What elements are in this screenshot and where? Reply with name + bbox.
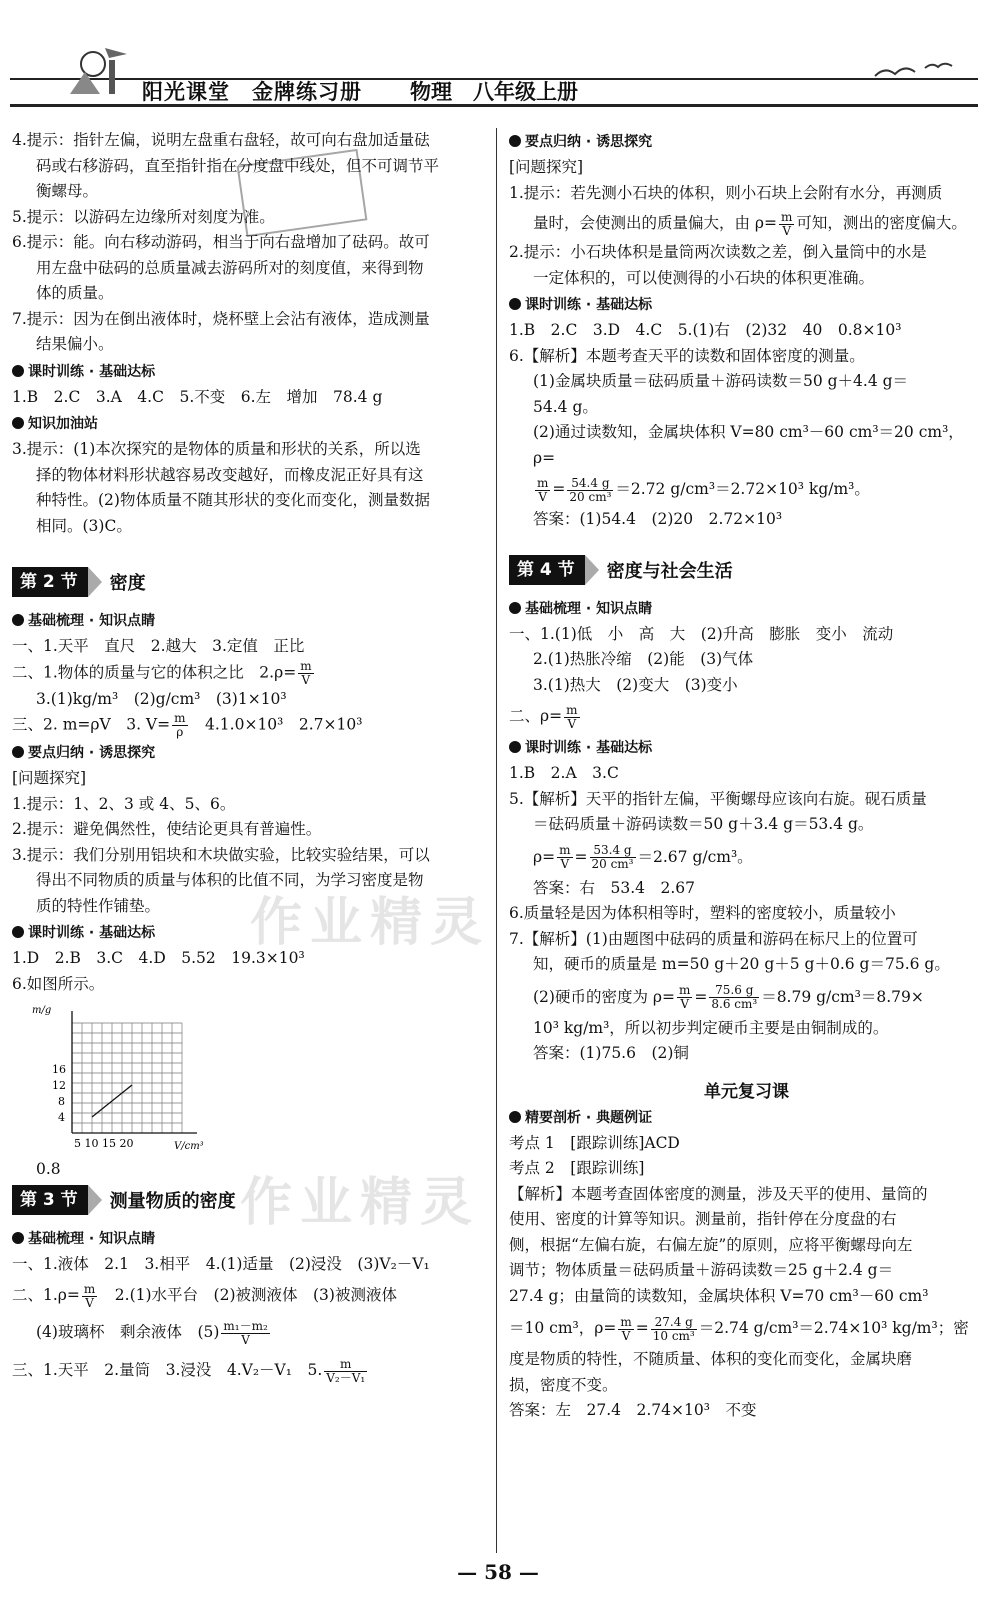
book-title: 阳光课堂 金牌练习册 <box>142 79 362 104</box>
text-line: 2.提示：避免偶然性，使结论更具有普遍性。 <box>12 820 322 838</box>
answer-line: 考点 1 [跟踪训练]ACD <box>509 1133 680 1152</box>
answer-line: 3.(1)kg/m³ (2)g/cm³ (3)1×10³ <box>36 689 287 708</box>
text-line: 知，硬币的质量是 m=50 g＋20 g＋5 g＋0.6 g＝75.6 g。 <box>533 955 950 973</box>
text-line: (2)硬币的密度为 ρ= $\frac{m}{V}$ = $\frac{75.6 g}{\text{8.6 cm³}}$ ＝8.79 g/cm³＝8.79× <box>533 983 924 1011</box>
answer-line: 1.D 2.B 3.C 4.D 5.52 19.3×10³ <box>12 949 305 967</box>
answer-line: 二、ρ= $\frac{m}{V}$ <box>509 702 578 731</box>
section-tag: 课时训练 · 基础达标 <box>12 921 489 946</box>
answer-line: 一、1.(1)低 小 高 大 (2)升高 膨胀 变小 流动 <box>509 624 894 643</box>
fraction: $\frac{m}{\text{V₂－V₁}}$ <box>326 1356 366 1385</box>
text-line: (2)通过读数知，金属块体积 V=80 cm³－60 cm³＝20 cm³，ρ= <box>533 423 964 467</box>
answer-line: 二、1.ρ= $\frac{m}{V}$ 2.(1)水平台 (2)被测液体 (3)被测液体 <box>12 1281 397 1310</box>
text-line: 27.4 g；由量筒的读数知，金属块体积 V=70 cm³－60 cm³ <box>509 1286 929 1305</box>
text-line: 0.8 <box>36 1160 61 1178</box>
text-line: 3.提示：(1)本次探究的是物体的质量和形状的关系，所以选 <box>12 440 421 458</box>
answer-line: 1.B 2.C 3.A 4.C 5.不变 6.左 增加 78.4 g <box>12 387 383 406</box>
bullet-icon <box>509 741 521 753</box>
fraction: $\frac{m}{\rho}$ <box>174 711 186 739</box>
text-line: 7.【解析】(1)由题图中砝码的质量和游码在标尺上的位置可 <box>509 929 918 948</box>
fraction: $\frac{m}{V}$ <box>83 1281 96 1310</box>
bullet-icon <box>509 298 521 310</box>
text-line: 得出不同物质的质量与体积的比值不同，为学习密度是物 <box>36 871 424 889</box>
section-badge: 第 3 节 <box>12 1185 88 1215</box>
text-line: [问题探究] <box>509 158 584 176</box>
text-line: 码或右移游码，直至指针指在分度盘中线处，但不可调节平 <box>36 156 440 175</box>
text-line: ρ= $\frac{m}{V}$ = $\frac{53.4 g}{\text{20 cm³}}$ ＝2.67 g/cm³。 <box>533 843 753 871</box>
text-line: 1.提示：若先测小石块的体积，则小石块上会附有水分，再测质 <box>509 183 943 202</box>
svg-text:8: 8 <box>58 1095 65 1108</box>
answer-line: 一、1.液体 2.1 3.相平 4.(1)适量 (2)浸没 (3)V₂－V₁ <box>12 1254 430 1273</box>
mass-volume-graph <box>32 1003 222 1153</box>
fraction: $\frac{53.4 g}{\text{20 cm³}}$ <box>591 843 634 871</box>
section-tag: 课时训练 · 基础达标 <box>509 736 984 761</box>
text-line: 10³ kg/m³，所以初步判定硬币主要是由铜制成的。 <box>533 1018 889 1037</box>
text-line: 7.提示：因为在倒出液体时，烧杯壁上会沾有液体，造成测量 <box>12 309 430 328</box>
arrow-icon <box>88 567 102 597</box>
svg-text:4: 4 <box>58 1111 65 1124</box>
answer-line: 考点 2 [跟踪训练] <box>509 1159 645 1177</box>
text-line: $\frac{m}{V}$ = $\frac{54.4 g}{\text{20 cm³}}$ ＝2.72 g/cm³＝2.72×10³ kg/m³。 <box>537 475 870 504</box>
text-line: [问题探究] <box>12 769 87 787</box>
section-title: 测量物质的密度 <box>109 1190 236 1212</box>
fraction: $\frac{m}{V}$ <box>566 702 578 731</box>
section-tag: 课时训练 · 基础达标 <box>12 360 489 385</box>
answer-line: 1.B 2.C 3.D 4.C 5.(1)右 (2)32 40 0.8×10³ <box>509 321 902 339</box>
bullet-icon <box>12 365 24 377</box>
text-line: 5.提示：以游码左边缘所对刻度为准。 <box>12 207 275 226</box>
section-tag: 要点归纳 · 诱思探究 <box>12 741 489 766</box>
bullet-icon <box>509 1111 521 1123</box>
book-subject: 物理 八年级上册 <box>410 79 578 104</box>
bullet-icon <box>12 746 24 758</box>
text-line: 衡螺母。 <box>36 182 99 200</box>
text-line: 质的特性作铺垫。 <box>36 896 161 915</box>
answer-line: 1.B 2.A 3.C <box>509 764 619 782</box>
text-line: 3.提示：我们分别用铝块和木块做实验，比较实验结果，可以 <box>12 845 430 864</box>
section-heading <box>12 567 489 597</box>
section-badge: 第 4 节 <box>509 555 585 585</box>
text-line: 6.提示：能。向右移动游码，相当于向右盘增加了砝码。故可 <box>12 233 430 251</box>
fraction: $\frac{m}{V}$ <box>781 209 793 238</box>
section-tag: 基础梳理 · 知识点睛 <box>12 609 489 634</box>
section-tag: 知识加油站 <box>12 412 489 437</box>
text-line: 损，密度不变。 <box>509 1375 618 1394</box>
answer-line: 三、1.天平 2.量筒 3.浸没 4.V₂－V₁ 5. $\frac{m}{\text{V₂－V₁}}$ <box>12 1356 366 1385</box>
fraction: $\frac{m}{V}$ <box>537 475 549 504</box>
column-divider <box>496 128 497 1553</box>
page-header <box>10 70 986 108</box>
answer-line: 一、1.天平 直尺 2.越大 3.定值 正比 <box>12 637 305 655</box>
answer-line: 二、1.物体的质量与它的体积之比 2.ρ= $\frac{m}{V}$ <box>12 658 312 687</box>
page-number: — 58 — <box>457 1560 539 1584</box>
section-tag: 课时训练 · 基础达标 <box>509 293 984 318</box>
section-tag: 精要剖析 · 典题例证 <box>509 1106 984 1131</box>
text-line: 体的质量。 <box>36 284 114 302</box>
fraction: $\frac{m}{V}$ <box>678 983 691 1011</box>
birds-icon <box>870 58 960 88</box>
text-line: (1)金属块质量＝砝码质量＋游码读数＝50 g＋4.4 g＝ <box>533 372 909 390</box>
sun-logo-icon <box>65 42 135 97</box>
text-line: 度是物质的特性，不随质量、体积的变化而变化，金属块磨 <box>509 1350 913 1368</box>
review-title: 单元复习课 <box>704 1081 789 1102</box>
svg-text:12: 12 <box>52 1079 66 1092</box>
bullet-icon <box>12 1232 24 1244</box>
arrow-icon <box>88 1185 102 1215</box>
svg-text:16: 16 <box>52 1063 66 1076</box>
section-tag: 要点归纳 · 诱思探究 <box>509 130 984 155</box>
text-line: 5.【解析】天平的指针左偏，平衡螺母应该向右旋。砚石质量 <box>509 789 927 808</box>
watermark-icon: 作业精灵 <box>240 1172 481 1233</box>
section-tag: 基础梳理 · 知识点睛 <box>509 597 984 622</box>
fraction: $\frac{m}{V}$ <box>559 843 571 871</box>
text-line: 一定体积的，可以使测得的小石块的体积更准确。 <box>533 268 875 287</box>
answer-line: 2.(1)热胀冷缩 (2)能 (3)气体 <box>533 650 754 668</box>
answer-line: (4)玻璃杯 剩余液体 (5) $\frac{\text{m₁－m₂}}{V}$ <box>36 1318 268 1347</box>
answer-line: 三、2. m=ρV 3. V= $\frac{m}{\rho}$ 4.1.0×10³ 2.7×10³ <box>12 711 363 739</box>
section-heading <box>509 555 984 585</box>
text-line: 种特性。(2)物体质量不随其形状的变化而变化，测量数据 <box>36 491 430 509</box>
text-line: 结果偏小。 <box>36 335 114 353</box>
section-badge: 第 2 节 <box>12 567 88 597</box>
text-line: ＝10 cm³，ρ= $\frac{m}{V}$ = $\frac{27.4 g}{\text{10 cm³}}$ ＝2.74 g/cm³＝2.74×10³ kg/m³；密 <box>509 1314 969 1343</box>
answer-line: 答案：(1)54.4 (2)20 2.72×10³ <box>533 510 783 528</box>
bullet-icon <box>12 614 24 626</box>
fraction: $\frac{54.4 g}{\text{20 cm³}}$ <box>569 475 612 504</box>
svg-text:V/cm³: V/cm³ <box>174 1141 204 1152</box>
fraction: $\frac{m}{V}$ <box>300 658 312 687</box>
bullet-icon <box>509 602 521 614</box>
section-title: 密度 <box>109 573 146 594</box>
text-line: ＝砝码质量＋游码读数＝50 g＋3.4 g＝53.4 g。 <box>533 815 874 833</box>
text-line: 1.提示：1、2、3 或 4、5、6。 <box>12 794 236 813</box>
answer-line: 答案：右 53.4 2.67 <box>533 878 696 897</box>
bullet-icon <box>12 926 24 938</box>
answer-line: 答案：(1)75.6 (2)铜 <box>533 1044 689 1062</box>
arrow-icon <box>585 555 599 585</box>
text-line: 【解析】本题考查固体密度的测量，涉及天平的使用、量筒的 <box>509 1184 928 1203</box>
watermark-icon: 作业精灵 <box>250 892 491 953</box>
text-line: 相同。(3)C。 <box>36 516 132 535</box>
star-icon <box>12 417 24 429</box>
answer-line: 3.(1)热大 (2)变大 (3)变小 <box>533 675 738 694</box>
fraction: $\frac{\text{m₁－m₂}}{V}$ <box>223 1318 268 1347</box>
svg-text:m/g: m/g <box>32 1005 52 1016</box>
text-line: 用左盘中砝码的总质量减去游码所对的刻度值，来得到物 <box>36 258 424 277</box>
text-line: 侧，根据“左偏右旋，右偏左旋”的原则，应将平衡螺母向左 <box>509 1235 913 1254</box>
text-line: 6.如图所示。 <box>12 974 105 993</box>
right-column <box>509 128 984 1424</box>
text-line: 择的物体材料形状越容易改变越好，而橡皮泥正好具有这 <box>36 465 424 484</box>
section-title: 密度与社会生活 <box>606 560 733 582</box>
text-line: 2.提示：小石块体积是量筒两次读数之差，倒入量筒中的水是 <box>509 243 927 261</box>
text-line: 6.【解析】本题考查天平的读数和固体密度的测量。 <box>509 346 865 365</box>
bullet-icon <box>509 135 521 147</box>
fraction: $\frac{27.4 g}{\text{10 cm³}}$ <box>652 1314 695 1343</box>
text-line: 4.提示：指针左偏，说明左盘重右盘轻，故可向右盘加适量砝 <box>12 131 430 149</box>
text-line: 54.4 g。 <box>533 397 598 416</box>
text-line: 使用、密度的计算等知识。测量前，指针停在分度盘的右 <box>509 1210 897 1228</box>
fraction: $\frac{m}{V}$ <box>620 1314 632 1343</box>
text-line: 量时，会使测出的质量偏大，由 ρ= $\frac{m}{V}$ 可知，测出的密度偏大。 <box>533 209 967 238</box>
left-column <box>12 128 489 1389</box>
answer-line: 答案：左 27.4 2.74×10³ 不变 <box>509 1401 757 1419</box>
fraction: $\frac{75.6 g}{\text{8.6 cm³}}$ <box>711 983 758 1011</box>
svg-text:5 10 15 20: 5 10 15 20 <box>74 1137 134 1150</box>
section-heading <box>12 1185 489 1215</box>
text-line: 调节；物体质量＝砝码质量＋游码读数＝25 g＋2.4 g＝ <box>509 1261 894 1279</box>
text-line: 6.质量轻是因为体积相等时，塑料的密度较小，质量较小 <box>509 904 896 922</box>
section-tag: 基础梳理 · 知识点睛 <box>12 1227 489 1252</box>
